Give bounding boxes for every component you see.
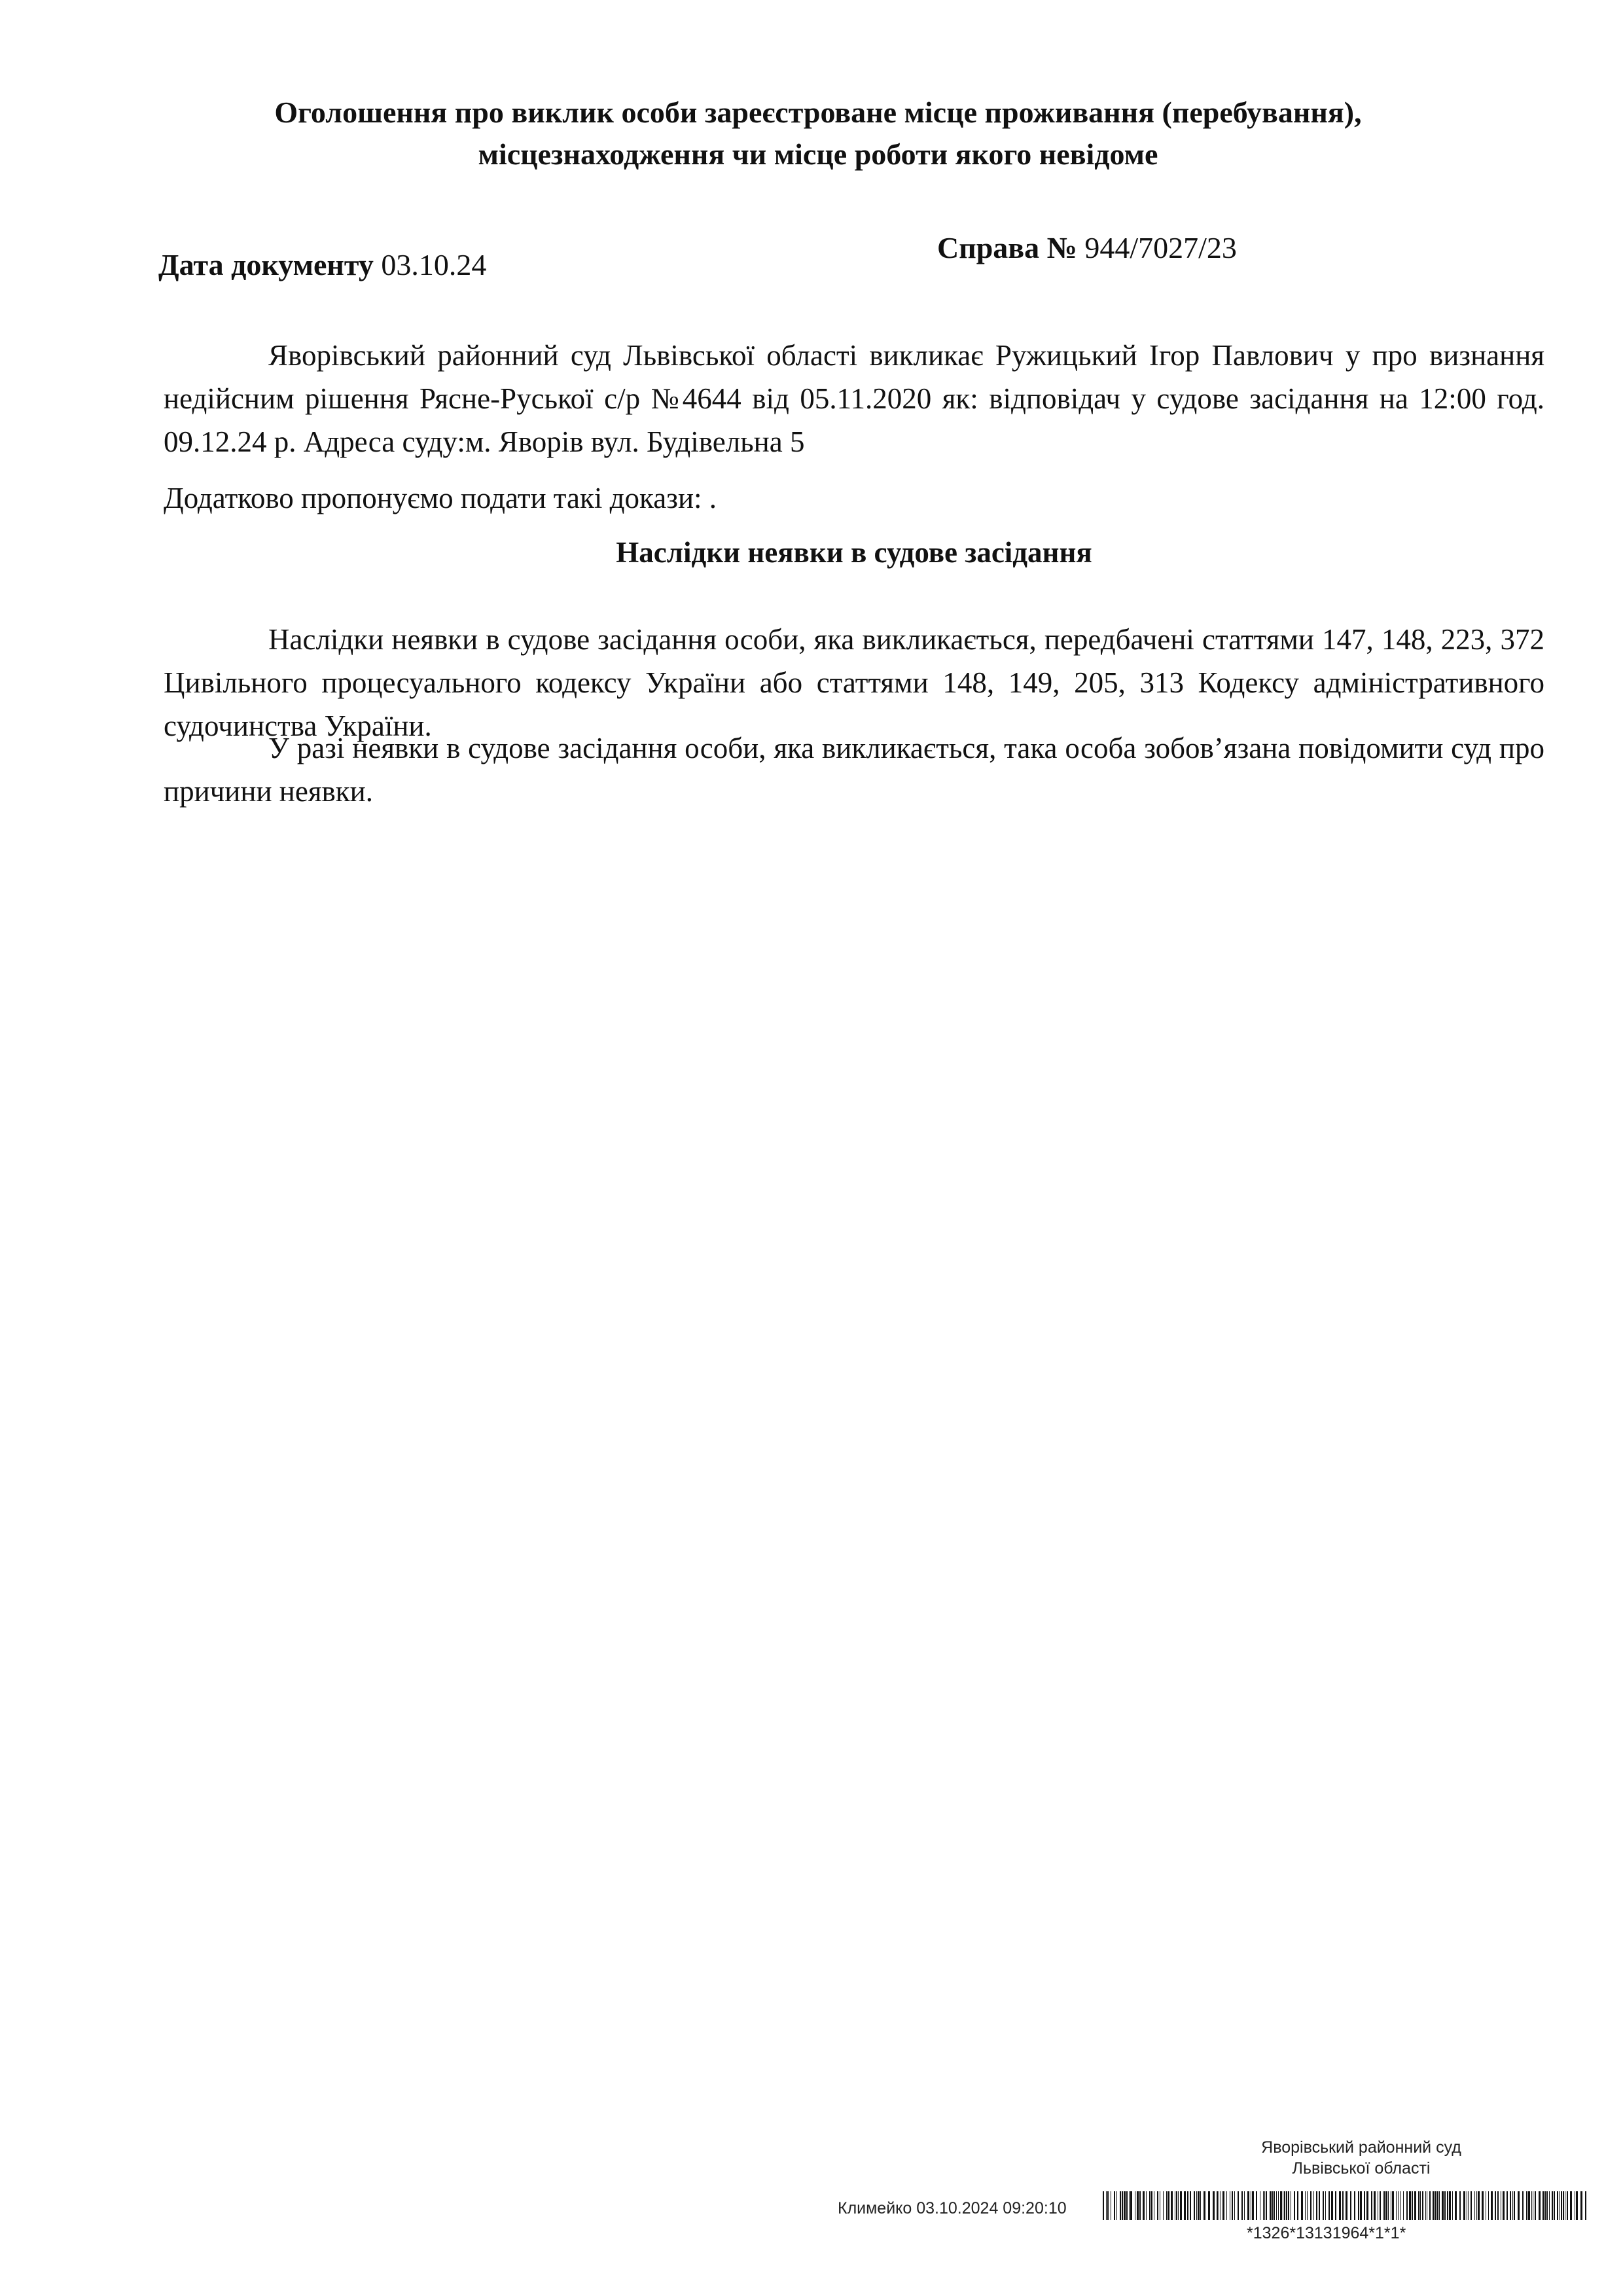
barcode-bar [1234,2191,1235,2220]
barcode-bar [1570,2191,1572,2220]
case-number [937,230,1237,265]
case-label: Справа № [937,231,1077,264]
barcode-bar [1360,2191,1362,2220]
barcode-bar [1180,2191,1182,2220]
barcode-bar [1374,2191,1376,2220]
barcode-bar [1358,2191,1359,2220]
barcode-bar [1171,2191,1173,2220]
barcode-bar [1418,2191,1419,2220]
court-stamp-line-1: Яворівський районний суд [1261,2138,1461,2157]
barcode-bar [1435,2191,1436,2220]
barcode-bar [1422,2191,1423,2220]
barcode-bar [1491,2191,1493,2220]
barcode-bar [1554,2191,1555,2220]
barcode-bar [1270,2191,1272,2220]
barcode-bar [1403,2191,1404,2220]
barcode-bar [1120,2191,1121,2220]
consequences-paragraph: Наслідки неявки в судове засідання особи, яка викликається, передбачені статтями 147, 148, 223, 372 Цивільного процесуального кодексу України або статтями 148, 149, 205, 313 Кодексу адміністративного судочинства України. [164,623,1544,742]
barcode-bar [1200,2191,1201,2220]
notify-court-paragraph: У разі неявки в судове засідання особи, яка викликається, така особа зобов’язана повідомити суд про причини неявки. [164,732,1544,808]
barcode-bar [1307,2191,1308,2220]
barcode-bar [1129,2191,1130,2220]
barcode-bar [1301,2191,1303,2220]
barcode-bar [1585,2191,1586,2220]
barcode-bar [1124,2191,1126,2220]
barcode-bar [1176,2191,1177,2220]
barcode-bar [1546,2191,1548,2220]
barcode-bar [1559,2191,1560,2220]
barcode-bar [1507,2191,1508,2220]
barcode-bar [1311,2191,1312,2220]
barcode-bar [1455,2191,1457,2220]
barcode-bar [1247,2191,1249,2220]
barcode-bar [1168,2191,1169,2220]
barcode-bar [1137,2191,1139,2220]
barcode-bar [1406,2191,1408,2220]
barcode-bar [1226,2191,1227,2220]
barcode-bar [1514,2191,1515,2220]
barcode-bar [1557,2191,1558,2220]
barcode-bar [1354,2191,1355,2220]
barcode-bar [1383,2191,1385,2220]
barcode-bar [1256,2191,1257,2220]
barcode-bar [1442,2191,1444,2220]
barcode-bar [1552,2191,1553,2220]
barcode-bar [1488,2191,1489,2220]
barcode-bar [1139,2191,1141,2220]
barcode-bar [1232,2191,1233,2220]
barcode-bar [1342,2191,1344,2220]
registrar-timestamp: Климейко 03.10.2024 09:20:10 [838,2199,1067,2217]
barcode-bar [1476,2191,1477,2220]
barcode-bar [1114,2191,1115,2220]
barcode-bar [1535,2191,1536,2220]
barcode-number: *1326*13131964*1*1* [1247,2224,1406,2242]
barcode-bar [1478,2191,1480,2220]
barcode-bar [1163,2191,1164,2220]
barcode-bar [1437,2191,1438,2220]
barcode-bar [1263,2191,1264,2220]
case-value: 944/7027/23 [1084,231,1237,264]
barcode-bar [1272,2191,1274,2220]
barcode-bar [1130,2191,1132,2220]
evidence-paragraph: Додатково пропонуємо подати такі докази: . [164,482,717,514]
barcode-bar [1364,2191,1365,2220]
barcode-bar [1238,2191,1239,2220]
barcode-bar [1396,2191,1397,2220]
barcode-bar [1561,2191,1562,2220]
barcode-bar [1276,2191,1277,2220]
barcode-bar [1350,2191,1351,2220]
barcode [1103,2191,1587,2220]
barcode-bar [1204,2191,1205,2220]
barcode-bar [1122,2191,1123,2220]
barcode-bar [1274,2191,1275,2220]
date-value: 03.10.24 [381,248,487,281]
barcode-bar [1196,2191,1197,2220]
barcode-bar [1190,2191,1191,2220]
barcode-bar [1409,2191,1411,2220]
barcode-bar [1103,2191,1104,2220]
barcode-bar [1244,2191,1245,2220]
barcode-bar [1518,2191,1520,2220]
barcode-bar [1126,2191,1128,2220]
barcode-bar [1388,2191,1389,2220]
barcode-bar [1331,2191,1333,2220]
barcode-bar [1580,2191,1582,2220]
barcode-bar [1325,2191,1326,2220]
barcode-bar [1198,2191,1200,2220]
barcode-bar [1414,2191,1416,2220]
barcode-bar [1463,2191,1465,2220]
title-line-1: Оголошення про виклик особи зареєстроване місце проживання (перебування), [274,96,1362,129]
barcode-bar [1429,2191,1431,2220]
barcode-bar [1380,2191,1381,2220]
barcode-bar [1316,2191,1317,2220]
barcode-bar [1323,2191,1324,2220]
barcode-bar [1313,2191,1314,2220]
barcode-bar [1346,2191,1347,2220]
barcode-bar [1187,2191,1188,2220]
barcode-bar [1531,2191,1532,2220]
barcode-bar [1213,2191,1215,2220]
barcode-bar [1339,2191,1341,2220]
barcode-bar [1419,2191,1421,2220]
barcode-bar [1217,2191,1218,2220]
barcode-bar [1151,2191,1152,2220]
barcode-bar [1329,2191,1330,2220]
barcode-bar [1474,2191,1475,2220]
document-date [158,247,486,282]
barcode-bar [1459,2191,1461,2220]
barcode-bar [1392,2191,1394,2220]
court-stamp-line-2: Львівської області [1292,2159,1431,2178]
barcode-bar [1543,2191,1544,2220]
barcode-bar [1433,2191,1435,2220]
barcode-bar [1444,2191,1446,2220]
barcode-bar [1371,2191,1372,2220]
barcode-bar [1452,2191,1453,2220]
barcode-bar [1528,2191,1530,2220]
barcode-bar [1539,2191,1541,2220]
document-title [164,92,1472,175]
barcode-bar [1294,2191,1295,2220]
consequences-heading: Наслідки неявки в судове засідання [616,536,1092,569]
barcode-bar [1385,2191,1387,2220]
barcode-bar [1106,2191,1107,2220]
barcode-bar [1157,2191,1158,2220]
barcode-bar [1449,2191,1451,2220]
barcode-bar [1252,2191,1254,2220]
barcode-bar [1544,2191,1546,2220]
barcode-bar [1146,2191,1147,2220]
barcode-bar [1284,2191,1285,2220]
barcode-bar [1208,2191,1210,2220]
summons-paragraph: Яворівський районний суд Львівської області викликає Ружицький Ігор Павлович у про визнання недійсним рішення Рясне-Руської с/р №4644 від 05.11.2020 як: відповідач у судове засідання на 12:00 год. 09.12.24 р. Адреса суду:м. Яворів вул. Будівельна 5 [164,339,1544,458]
barcode-bar [1241,2191,1243,2220]
barcode-bar [1297,2191,1298,2220]
barcode-bar [1116,2191,1117,2220]
barcode-bar [1178,2191,1179,2220]
barcode-bar [1567,2191,1568,2220]
barcode-bar [1400,2191,1401,2220]
barcode-bar [1447,2191,1448,2220]
barcode-bar [1143,2191,1145,2220]
barcode-bar [1425,2191,1426,2220]
barcode-bar [1549,2191,1550,2220]
barcode-bar [1288,2191,1289,2220]
barcode-bar [1107,2191,1109,2220]
barcode-bar [1222,2191,1224,2220]
barcode-bar [1149,2191,1150,2220]
barcode-bar [1286,2191,1287,2220]
barcode-bar [1576,2191,1578,2220]
barcode-bar [1280,2191,1282,2220]
barcode-bar [1526,2191,1527,2220]
barcode-bar [1194,2191,1195,2220]
date-label: Дата документу [158,248,374,281]
barcode-bar [1522,2191,1524,2220]
barcode-bar [1266,2191,1267,2220]
barcode-bar [1497,2191,1499,2220]
barcode-bar [1412,2191,1413,2220]
barcode-bar [1335,2191,1336,2220]
barcode-bar [1503,2191,1505,2220]
barcode-bar [1471,2191,1472,2220]
barcode-bar [1563,2191,1564,2220]
barcode-bar [1468,2191,1469,2220]
barcode-bar [1264,2191,1265,2220]
barcode-bar [1184,2191,1186,2220]
barcode-bar [1512,2191,1513,2220]
barcode-bar [1310,2191,1311,2220]
barcode-bar [1398,2191,1399,2220]
title-line-2: місцезнаходження чи місце роботи якого невідоме [478,137,1158,171]
barcode-bar [1319,2191,1320,2220]
barcode-bar [1439,2191,1440,2220]
barcode-bar [1510,2191,1511,2220]
barcode-bar [1495,2191,1496,2220]
barcode-bar [1278,2191,1279,2220]
barcode-bar [1482,2191,1484,2220]
court-stamp [1230,2137,1492,2179]
barcode-bar [1305,2191,1306,2220]
barcode-bar [1166,2191,1168,2220]
barcode-bar [1366,2191,1368,2220]
